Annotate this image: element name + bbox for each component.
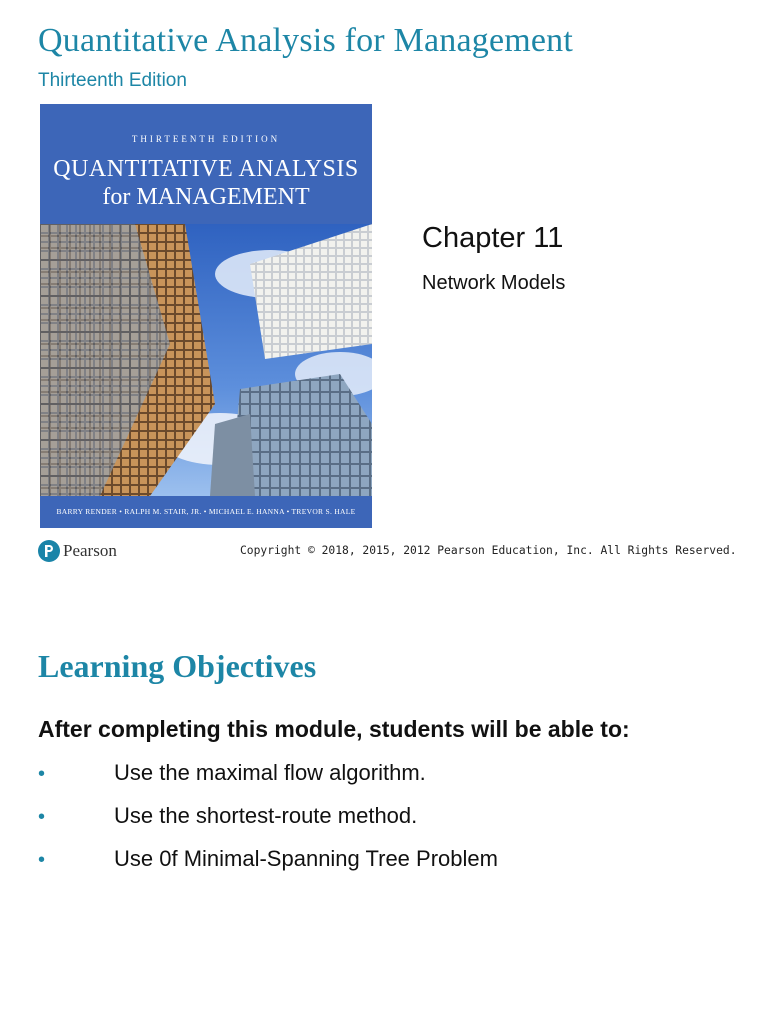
cover-header [40,104,372,224]
cover-authors: BARRY RENDER • RALPH M. STAIR, JR. • MICHAEL E. HANNA • TREVOR S. HALE [40,496,372,528]
chapter-subtitle: Network Models [422,272,566,294]
cover-edition: THIRTEENTH EDITION [131,134,281,144]
slide-title: Learning Objectives [38,648,317,684]
list-item [38,846,498,889]
objective-text: Use 0f Minimal-Spanning Tree Problem [114,846,498,871]
objectives-list [38,760,498,889]
objective-text: Use the shortest-route method. [114,803,418,828]
skyscraper-photo [40,224,372,496]
book-cover-image [40,104,372,528]
list-item [38,760,498,803]
book-title: Quantitative Analysis for Management [38,22,574,59]
objective-text: Use the maximal flow algorithm. [114,760,426,785]
objectives-intro: After completing this module, students will be able to: [38,716,630,742]
cover-title-line2: for MANAGEMENT [102,184,310,210]
list-item [38,803,498,846]
bullet-icon: • [38,763,46,785]
cover-title-line1: QUANTITATIVE ANALYSIS [53,156,359,182]
edition-label: Thirteenth Edition [38,70,187,91]
bullet-icon: • [38,849,46,871]
pearson-p-icon [38,540,60,562]
pearson-logo [38,540,117,562]
bullet-icon: • [38,806,46,828]
publisher-name: Pearson [63,541,117,560]
chapter-number: Chapter 11 [422,222,564,254]
copyright-notice: Copyright © 2018, 2015, 2012 Pearson Education, Inc. All Rights Reserved. [240,544,737,557]
objectives-slide [0,576,768,1024]
